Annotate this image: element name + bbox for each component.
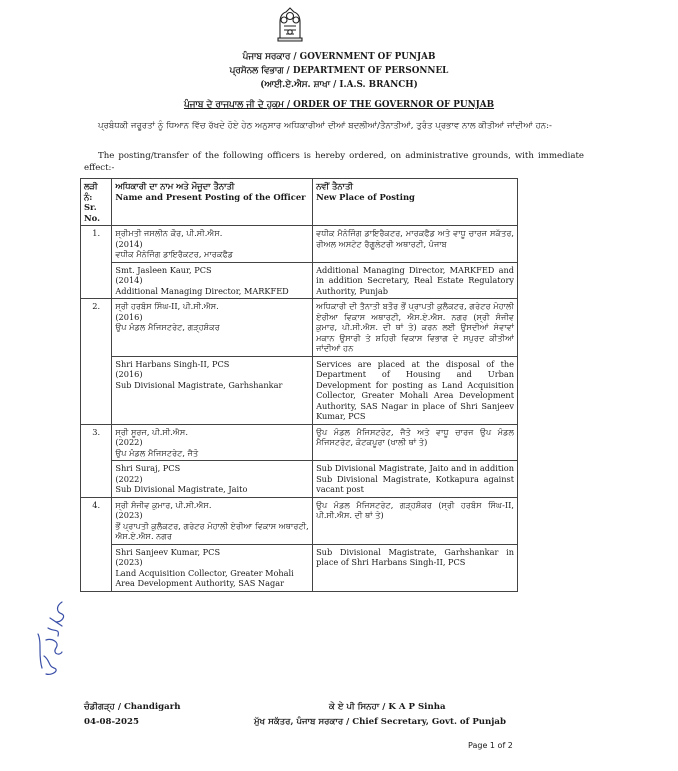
officer-cell-pa [112,424,313,461]
officer-name-en: Smt. Jasleen Kaur, PCS [115,264,212,275]
officer-batch-pa: (2022) [115,437,143,447]
table-header-row [81,179,518,226]
handwritten-signature-icon [32,598,72,680]
new-posting-en: Sub Divisional Magistrate, Jaito and in addition Sub Divisional Magistrate, Kotkapura against vacant post [313,461,518,498]
officer-present-posting-en: Additional Managing Director, MARKFED [115,285,289,296]
officer-name-pa: ਸ੍ਰੀ ਸੰਜੀਵ ਕੁਮਾਰ, ਪੀ.ਸੀ.ਐਸ. [115,499,212,510]
officer-name-pa: ਸ਼੍ਰੀਮਤੀ ਜਸਲੀਨ ਕੌਰ, ਪੀ.ਸੀ.ਐਸ. [115,228,223,238]
footer-place: ਚੰਡੀਗੜ੍ਹ / Chandigarh [84,702,181,712]
state-emblem-icon [264,2,316,44]
col-header-officer-en: Name and Present Posting of the Officer [115,191,306,202]
sr-number: 4. [81,497,112,591]
officer-batch-en: (2022) [115,473,143,484]
col-header-sr-pa: ਲੜੀ ਨੰ: [84,181,98,202]
footer-date: 04-08-2025 [84,717,139,727]
intro-english: The posting/transfer of the following officers is hereby ordered, on administrative grounds, with immediate effect:- [84,151,584,173]
officer-present-posting-en: Land Acquisition Collector, Greater Mohali Area Development Authority, SAS Nagar [115,567,294,588]
header-line-department: ਪ੍ਰਸੋਨਲ ਵਿਭਾਗ / DEPARTMENT OF PERSONNEL [229,66,449,76]
new-posting-en: Services are placed at the disposal of the Department of Housing and Urban Development for posting as Land Acquisition Collector, Greater Mohali Area Development Authority, SAS Nagar in place of Shri Sanjeev Kumar, PCS [313,356,518,424]
table-row-en [81,544,518,591]
table-row-en [81,356,518,424]
col-header-new-pa: ਨਵੀਂ ਤੈਨਾਤੀ [316,181,353,191]
header-line-branch: (ਆਈ.ਏ.ਐਸ. ਸ਼ਾਖਾ / I.A.S. BRANCH) [260,80,418,90]
new-posting-pa: ਅਧਿਕਾਰੀ ਦੀ ਤੈਨਾਤੀ ਬਤੌਰ ਭੌਂ ਪ੍ਰਾਪਤੀ ਕੁਲੈਕਟਰ, ਗਰੇਟਰ ਮੋਹਾਲੀ ਏਰੀਆ ਵਿਕਾਸ ਅਥਾਰਟੀ, ਐਸ.ਏ.ਐਸ. ਨਗਰ (ਸ੍ਰੀ ਸੰਜੀਵ ਕੁਮਾਰ, ਪੀ.ਸੀ.ਐਸ. ਦੀ ਥਾਂ ਤੇ) ਕਰਨ ਲਈ ਉਸਦੀਆਂ ਸੇਵਾਵਾਂ ਮਕਾਨ ਉਸਾਰੀ ਤੇ ਸ਼ਹਿਰੀ ਵਿਕਾਸ ਵਿਭਾਗ ਦੇ ਸਪੁਰਦ ਕੀਤੀਆਂ ਜਾਂਦੀਆਂ ਹਨ [313,299,518,357]
col-header-officer [112,179,313,226]
officer-cell-en [112,544,313,591]
officer-name-pa: ਸ੍ਰੀ ਹਰਬੰਸ ਸਿੰਘ-II, ਪੀ.ਸੀ.ਐਸ. [115,301,219,311]
officer-batch-en: (2023) [115,557,143,567]
officer-cell-pa [112,226,313,263]
officer-present-posting-pa: ਵਧੀਕ ਮੈਨੇਜਿੰਗ ਡਾਇਰੈਕਟਰ, ਮਾਰਕਫੈਡ [115,249,234,259]
new-posting-en: Additional Managing Director, MARKFED and in addition Secretary, Real Estate Regulatory Authority, Punjab [313,262,518,299]
officer-present-posting-pa: ਉਪ ਮੰਡਲ ਮੈਜਿਸਟਰੇਟ, ਗੜ੍ਹਸ਼ੰਕਰ [115,322,220,332]
officer-present-posting-pa: ਉਪ ਮੰਡਲ ਮੈਜਿਸਟਰੇਟ, ਜੈਤੋ [115,447,199,458]
col-header-new-en: New Place of Posting [316,191,415,202]
officer-present-posting-en: Sub Divisional Magistrate, Garhshankar [115,379,283,390]
new-posting-pa: ਉਪ ਮੰਡਲ ਮੈਜਿਸਟਰੇਟ, ਜੈਤੋ ਅਤੇ ਵਾਧੂ ਚਾਰਜ ਉਪ ਮੰਡਲ ਮੈਜਿਸਟਰੇਟ, ਕੋਟਕਪੂਰਾ (ਖਾਲੀ ਥਾਂ ਤੇ) [313,424,518,461]
officer-cell-en [112,356,313,424]
signatory-designation: ਮੁੱਖ ਸਕੱਤਰ, ਪੰਜਾਬ ਸਰਕਾਰ / Chief Secretary, Govt. of Punjab [254,717,506,727]
new-posting-pa: ਵਧੀਕ ਮੈਨੇਜਿੰਗ ਡਾਇਰੈਕਟਰ, ਮਾਰਕਫੈਡ ਅਤੇ ਵਾਧੂ ਚਾਰਜ ਸਕੱਤਰ, ਰੀਅਲ ਅਸਟੇਟ ਰੈਗੂਲੇਟਰੀ ਅਥਾਰਟੀ, ਪੰਜਾਬ [313,226,518,263]
officer-name-pa: ਸ੍ਰੀ ਸੂਰਜ, ਪੀ.ਸੀ.ਐਸ. [115,426,188,437]
table-row-pa [81,424,518,461]
officer-cell-pa [112,497,313,544]
posting-table [80,178,518,592]
order-title: ਪੰਜਾਬ ਦੇ ਰਾਜਪਾਲ ਜੀ ਦੇ ਹੁਕਮ / ORDER OF THE GOVERNOR OF PUNJAB [183,100,495,110]
officer-cell-en [112,262,313,299]
table-row-pa [81,226,518,263]
col-header-new-posting [313,179,518,226]
officer-name-en: Shri Harbans Singh-II, PCS [115,358,230,369]
table-row-en [81,262,518,299]
officer-batch-en: (2014) [115,275,143,285]
intro-punjabi: ਪ੍ਰਬੰਧਕੀ ਜਰੂਰਤਾਂ ਨੂੰ ਧਿਆਨ ਵਿੱਚ ਰੱਖਦੇ ਹੋਏ ਹੇਠ ਅਨੁਸਾਰ ਅਧਿਕਾਰੀਆਂ ਦੀਆਂ ਬਦਲੀਆਂ/ਤੈਨਾਤੀਆਂ, ਤੁਰੰਤ ਪ੍ਰਭਾਵ ਨਾਲ ਕੀਤੀਆਂ ਜਾਂਦੀਆਂ ਹਨ:- [98,121,552,131]
sr-number: 2. [81,299,112,425]
officer-batch-en: (2016) [115,369,143,379]
officer-name-en: Shri Sanjeev Kumar, PCS [115,546,221,557]
new-posting-en: Sub Divisional Magistrate, Garhshankar in place of Shri Harbans Singh-II, PCS [313,544,518,591]
page-number: Page 1 of 2 [468,741,513,750]
officer-present-posting-pa: ਭੌਂ ਪ੍ਰਾਪਤੀ ਕੁਲੈਕਟਰ, ਗਰੇਟਰ ਮੋਹਾਲੀ ਏਰੀਆ ਵਿਕਾਸ ਅਥਾਰਟੀ, ਐਸ.ਏ.ਐਸ. ਨਗਰ [115,520,309,541]
officer-cell-en [112,461,313,498]
officer-cell-pa [112,299,313,357]
officer-name-en: Shri Suraj, PCS [115,463,181,473]
officer-batch-pa: (2014) [115,238,143,249]
col-header-sr-en: Sr. No. [84,202,101,223]
new-posting-pa: ਉਪ ਮੰਡਲ ਮੈਜਿਸਟਰੇਟ, ਗੜ੍ਹਸ਼ੰਕਰ (ਸ੍ਰੀ ਹਰਬੰਸ ਸਿੰਘ-II, ਪੀ.ਸੀ.ਐਸ. ਦੀ ਥਾਂ ਤੇ) [313,497,518,544]
col-header-sr [81,179,112,226]
order-title-wrap [0,100,678,110]
signatory-name: ਕੇ ਏ ਪੀ ਸਿਨਹਾ / K A P Sinha [329,702,446,712]
sr-number: 1. [81,226,112,299]
col-header-officer-pa: ਅਧਿਕਾਰੀ ਦਾ ਨਾਮ ਅਤੇ ਮੌਜੂਦਾ ਤੈਨਾਤੀ [115,181,235,191]
officer-batch-pa: (2016) [115,311,143,322]
sr-number: 3. [81,424,112,497]
table-row-pa [81,497,518,544]
officer-present-posting-en: Sub Divisional Magistrate, Jaito [115,484,248,494]
table-row-en [81,461,518,498]
officer-batch-pa: (2023) [115,510,143,520]
header-line-government: ਪੰਜਾਬ ਸਰਕਾਰ / GOVERNMENT OF PUNJAB [242,52,436,62]
table-row-pa [81,299,518,357]
